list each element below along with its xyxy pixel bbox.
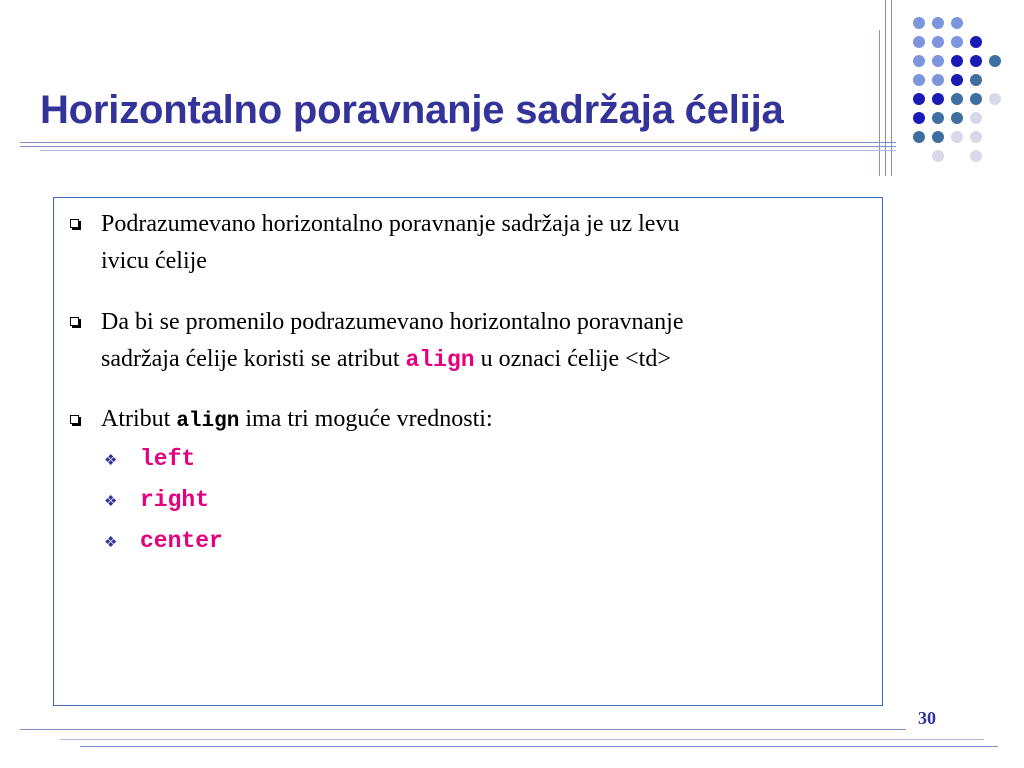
decor-dot <box>913 112 925 124</box>
decor-dot <box>970 74 982 86</box>
page-number: 30 <box>918 708 936 728</box>
decor-dot <box>913 55 925 67</box>
title-rule <box>20 142 896 143</box>
bullet-2-text-after: u oznaci ćelije <td> <box>474 346 671 372</box>
bullet-3-text-before: Atribut <box>101 406 177 432</box>
code-align: align <box>176 410 240 433</box>
decor-dot <box>951 93 963 105</box>
decor-dot <box>951 74 963 86</box>
decor-dot <box>970 93 982 105</box>
diamond-bullet-icon: ❖ <box>104 453 118 469</box>
decor-dot <box>932 36 944 48</box>
square-bullet-icon <box>70 415 79 424</box>
decor-dot <box>913 93 925 105</box>
square-bullet-icon <box>70 219 79 228</box>
decor-dot <box>932 74 944 86</box>
decor-dot <box>951 17 963 29</box>
footer-rule <box>80 746 998 747</box>
bullet-2-line-2 <box>101 341 671 378</box>
bullet-3-text-after: ima tri moguće vrednosti: <box>239 406 493 432</box>
square-bullet-icon <box>70 317 79 326</box>
bullet-1-line-2: ivicu ćelije <box>101 248 207 274</box>
decor-dot <box>913 131 925 143</box>
decor-dot <box>951 36 963 48</box>
decor-dot <box>970 131 982 143</box>
decor-dot <box>970 36 982 48</box>
footer-rule <box>20 729 906 730</box>
decor-dot <box>989 93 1001 105</box>
decor-dot <box>932 150 944 162</box>
decor-dot <box>913 74 925 86</box>
diamond-bullet-icon: ❖ <box>104 535 118 551</box>
decor-dot <box>913 36 925 48</box>
bullet-3-line <box>101 401 493 440</box>
decor-vertical-line <box>879 30 880 176</box>
decor-dot <box>951 112 963 124</box>
diamond-bullet-icon: ❖ <box>104 494 118 510</box>
decor-dot <box>932 131 944 143</box>
decor-dot <box>951 131 963 143</box>
value-center: center <box>140 528 223 554</box>
title-rule <box>40 150 896 151</box>
bullet-2-line-1: Da bi se promenilo podrazumevano horizontalno poravnanje <box>101 309 684 335</box>
slide-title: Horizontalno poravnanje sadržaja ćelija <box>40 88 784 132</box>
bullet-1-line-1: Podrazumevano horizontalno poravnanje sadržaja je uz levu <box>101 211 680 237</box>
code-align: align <box>405 347 475 373</box>
decor-dot <box>932 55 944 67</box>
decor-dot <box>932 17 944 29</box>
decor-dot <box>951 55 963 67</box>
decor-dot <box>913 17 925 29</box>
decor-dot <box>970 55 982 67</box>
decor-dot <box>932 93 944 105</box>
decor-dot <box>970 150 982 162</box>
value-right: right <box>140 487 210 513</box>
decor-dot <box>989 55 1001 67</box>
title-rule <box>20 146 896 147</box>
bullet-2-text-before: sadržaja ćelije koristi se atribut <box>101 346 406 372</box>
value-left: left <box>140 446 196 472</box>
footer-rule <box>60 739 984 740</box>
decor-dot <box>970 112 982 124</box>
decor-dot <box>932 112 944 124</box>
